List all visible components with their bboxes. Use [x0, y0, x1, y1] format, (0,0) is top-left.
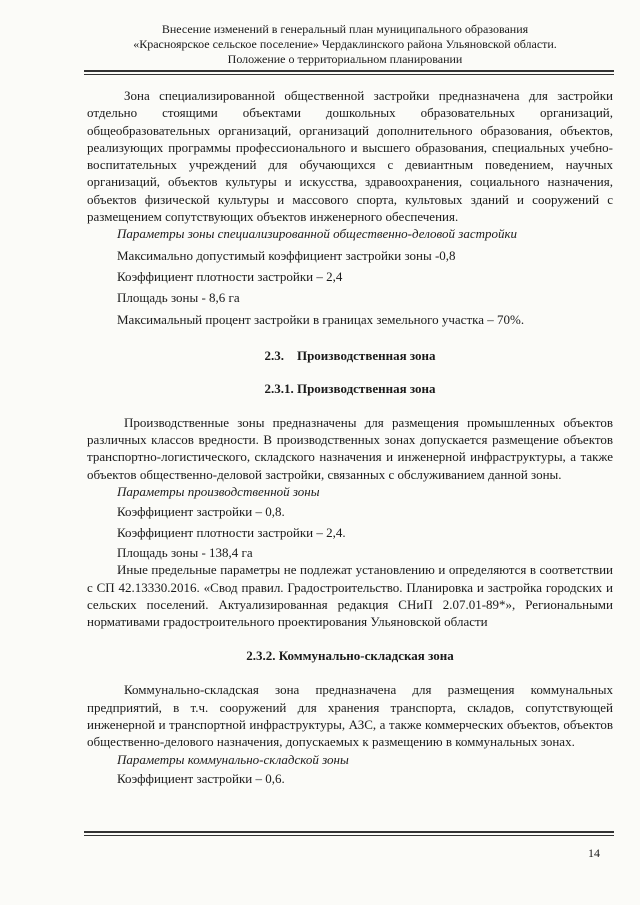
footer-rule-thin: [84, 835, 614, 836]
document-header: [80, 22, 610, 67]
section-2-3-2-param-1: Коэффициент застройки – 0,6.: [117, 770, 285, 786]
section-2-3-2-params-title: Параметры коммунально-складской зоны: [117, 751, 349, 767]
section-2-3-heading: 2.3. Производственная зона: [264, 347, 436, 363]
intro-param-1: Максимально допустимый коэффициент застройки зоны -0,8: [117, 247, 456, 263]
page-number: 14: [588, 846, 600, 860]
header-line-1: Внесение изменений в генеральный план муниципального образования: [161, 22, 529, 36]
footer-rule: [84, 831, 614, 833]
header-line-3: Положение о территориальном планировании: [227, 52, 463, 66]
header-rule-thin: [84, 74, 614, 75]
intro-param-4: Максимальный процент застройки в границах земельного участка – 70%.: [117, 311, 525, 327]
header-rule: [84, 70, 614, 72]
intro-param-2: Коэффициент плотности застройки – 2,4: [117, 268, 343, 284]
section-2-3-1-note: Иные предельные параметры не подлежат установлению и определяются в соответствии с СП 42.13330.2016. «Свод правил. Градостроительство. Планировка и застройка городских и сельских поселений. Актуализированная редакция СНиП 2.07.01-89*», Региональными нормативами градостроительного проектирования Ульяновской области: [87, 562, 613, 630]
section-2-3-2-heading: 2.3.2. Коммунально-складская зона: [246, 648, 454, 664]
header-line-2: «Красноярское сельское поселение» Чердаклинского района Ульяновской области.: [133, 37, 557, 51]
section-2-3-1-params-title: Параметры производственной зоны: [117, 484, 320, 500]
intro-paragraph: Зона специализированной общественной застройки предназначена для застройки отдельно стоящими объектами дошкольных образовательных организаций, общеобразовательных организаций, организаций дополнительного образования, объектов, реализующих программы профессионального и высшего образования, специальных учебно-воспитательных учреждений для обучающихся с девиантным поведением, научных организаций, объектов культуры и искусства, здравоохранения, социального назначения, объектов физической культуры и массового спорта, культовых зданий и сооружений с размещением сопутствующих объектов инженерного обеспечения.: [87, 88, 613, 225]
section-2-3-1-heading: 2.3.1. Производственная зона: [264, 380, 436, 396]
document-body: [87, 80, 613, 787]
section-2-3-2-paragraph: Коммунально-складская зона предназначена для размещения коммунальных предприятий, в т.ч. сооружений для хранения транспорта, складов, сопутствующей инженерной и транспортной инфраструктуры, АЗС, а также коммерческих объектов, объектов общественно-делового назначения, допускаемых к размещению в коммунальных зонах.: [87, 682, 613, 750]
section-2-3-1-param-1: Коэффициент застройки – 0,8.: [117, 504, 285, 520]
section-2-3-1-paragraph: Производственные зоны предназначены для размещения промышленных объектов различных классов вредности. В производственных зонах допускается размещение объектов транспортно-логистического, складского назначения и инженерной инфраструктуры, а также объектов общественно-деловой застройки, связанных с обслуживанием данной зоны.: [87, 414, 613, 482]
intro-params-title: Параметры зоны специализированной общественно-деловой застройки: [117, 226, 518, 242]
section-2-3-1-param-3: Площадь зоны - 138,4 га: [117, 544, 253, 560]
intro-param-3: Площадь зоны - 8,6 га: [117, 290, 240, 306]
section-2-3-1-param-2: Коэффициент плотности застройки – 2,4.: [117, 524, 346, 540]
